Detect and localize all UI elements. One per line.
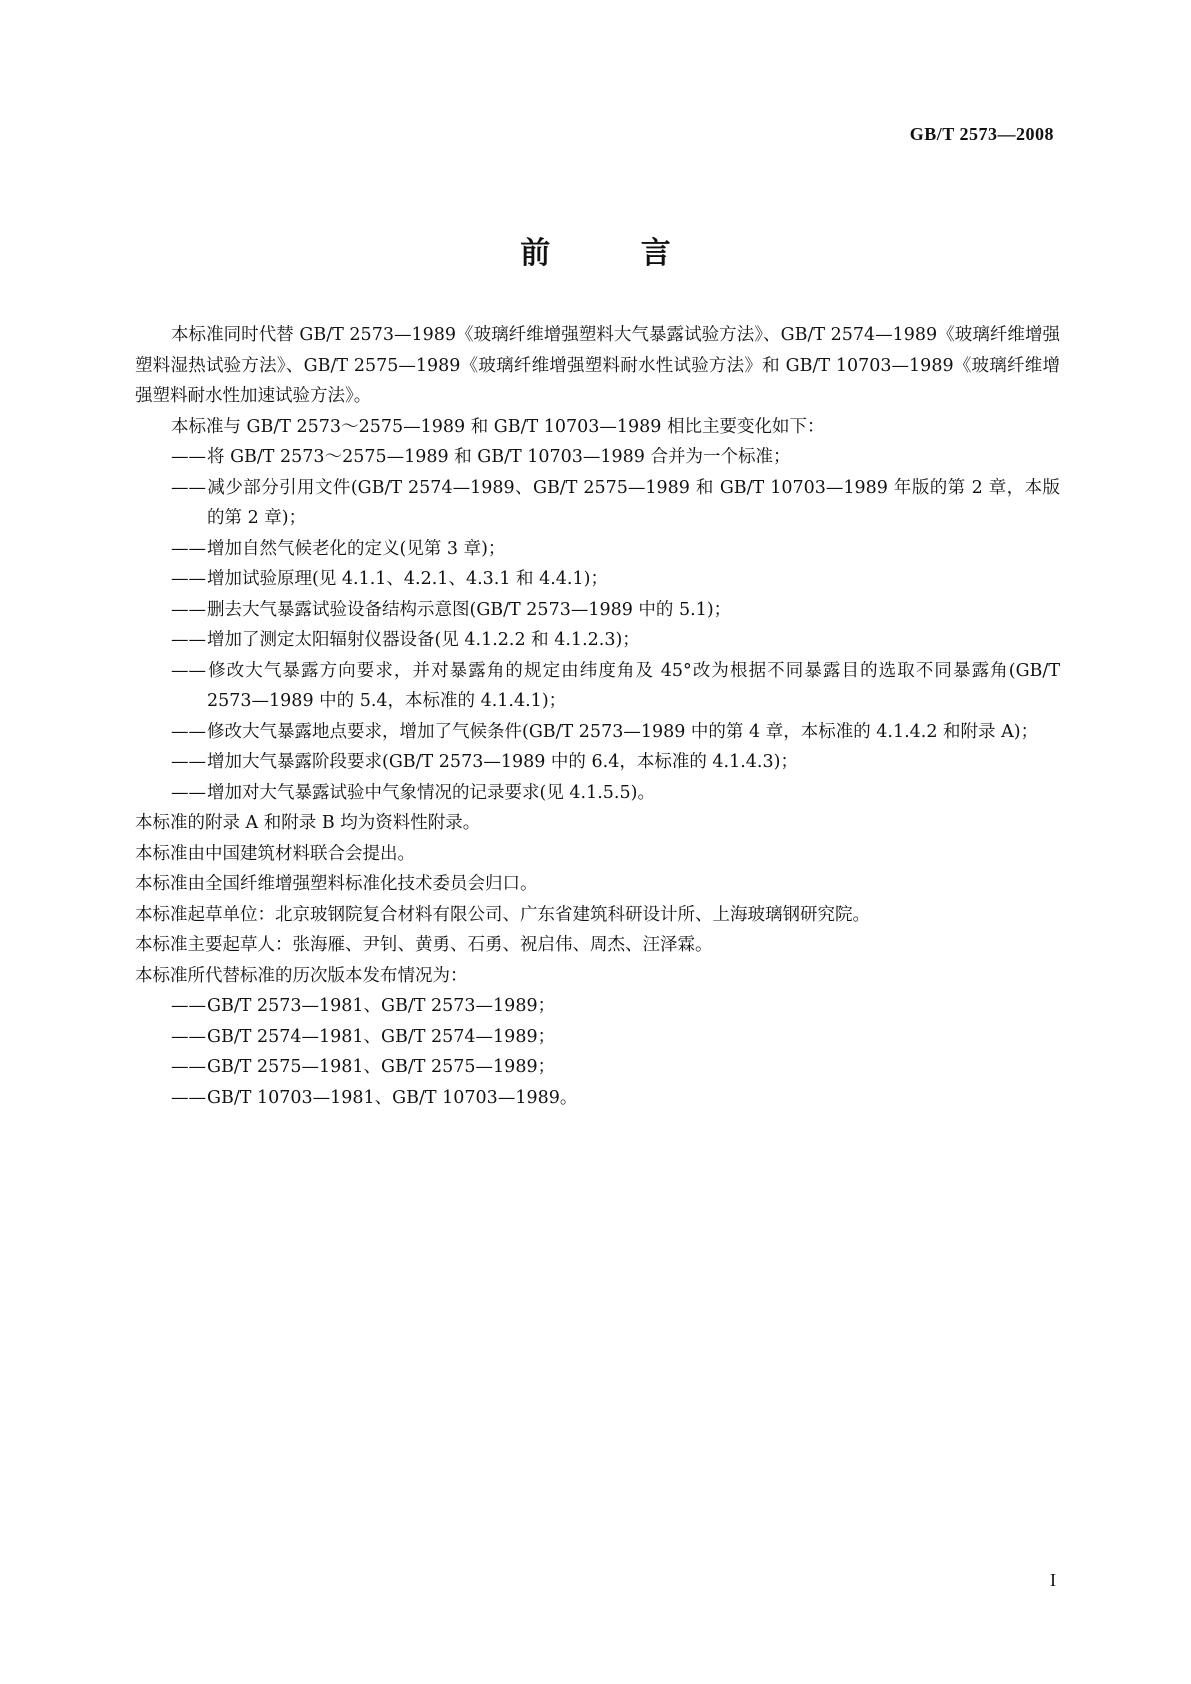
history-item bbox=[135, 1052, 1060, 1083]
dash-marker: —— bbox=[171, 1026, 206, 1047]
change-item bbox=[135, 747, 1060, 778]
change-text: 减少部分引用文件(GB/T 2574—1989、GB/T 2575—1989 和 GB/T 10703—1989 年版的第 2 章，本版的第 2 章)； bbox=[207, 477, 1060, 528]
change-item bbox=[135, 595, 1060, 626]
change-item bbox=[135, 656, 1060, 717]
change-item bbox=[135, 717, 1060, 748]
change-item bbox=[135, 625, 1060, 656]
change-item bbox=[135, 564, 1060, 595]
change-item bbox=[135, 473, 1060, 534]
dash-marker: —— bbox=[171, 752, 206, 772]
page-number: I bbox=[1050, 1570, 1056, 1590]
change-text: 删去大气暴露试验设备结构示意图(GB/T 2573—1989 中的 5.1)； bbox=[207, 599, 732, 620]
dash-marker: —— bbox=[171, 630, 206, 650]
change-text: 修改大气暴露方向要求，并对暴露角的规定由纬度角及 45°改为根据不同暴露目的选取不同暴露角(GB/T 2573—1989 中的 5.4，本标准的 4.1.4.1)； bbox=[207, 660, 1060, 711]
change-text: 增加了测定太阳辐射仪器设备(见 4.1.2.2 和 4.1.2.3)； bbox=[207, 630, 640, 650]
history-item bbox=[135, 1022, 1060, 1053]
change-item bbox=[135, 442, 1060, 473]
dash-marker: —— bbox=[171, 1087, 206, 1108]
note-paragraph: 本标准主要起草人：张海雁、尹钊、黄勇、石勇、祝启伟、周杰、汪泽霖。 bbox=[135, 935, 713, 955]
document-body bbox=[135, 320, 1060, 1113]
dash-marker: —— bbox=[171, 538, 206, 559]
dash-marker: —— bbox=[171, 1057, 206, 1077]
change-text: 增加自然气候老化的定义(见第 3 章)； bbox=[207, 538, 506, 559]
change-item bbox=[135, 534, 1060, 565]
dash-marker: —— bbox=[171, 477, 206, 498]
intro-paragraph: 本标准同时代替 GB/T 2573—1989《玻璃纤维增强塑料大气暴露试验方法》、GB/T 2574—1989《玻璃纤维增强塑料湿热试验方法》、GB/T 2575—1989《玻璃纤维增强塑料耐水性试验方法》和 GB/T 10703—1989《玻璃纤维增强塑料耐水性加速试验方法》。 bbox=[135, 325, 1060, 406]
history-text: GB/T 10703—1981、GB/T 10703—1989。 bbox=[207, 1087, 578, 1108]
change-text: 修改大气暴露地点要求，增加了气候条件(GB/T 2573—1989 中的第 4 章，本标准的 4.1.4.2 和附录 A)； bbox=[207, 721, 1039, 742]
change-item bbox=[135, 778, 1060, 809]
change-text: 增加大气暴露阶段要求(GB/T 2573—1989 中的 6.4，本标准的 4.1.4.3)； bbox=[207, 752, 798, 772]
change-text: 增加试验原理(见 4.1.1、4.2.1、4.3.1 和 4.4.1)； bbox=[207, 569, 608, 589]
dash-marker: —— bbox=[171, 721, 206, 742]
dash-marker: —— bbox=[171, 599, 206, 620]
dash-marker: —— bbox=[171, 782, 206, 803]
dash-marker: —— bbox=[171, 569, 206, 589]
history-text: GB/T 2575—1981、GB/T 2575—1989； bbox=[207, 1057, 556, 1077]
change-text: 增加对大气暴露试验中气象情况的记录要求(见 4.1.5.5)。 bbox=[207, 782, 655, 803]
history-text: GB/T 2573—1981、GB/T 2573—1989； bbox=[207, 996, 556, 1016]
standard-number: GB/T 2573—2008 bbox=[909, 124, 1054, 144]
dash-marker: —— bbox=[171, 660, 206, 681]
note-paragraph: 本标准由全国纤维增强塑料标准化技术委员会归口。 bbox=[135, 874, 538, 894]
note-paragraph: 本标准的附录 A 和附录 B 均为资料性附录。 bbox=[135, 813, 481, 833]
change-text: 将 GB/T 2573～2575—1989 和 GB/T 10703—1989 合并为一个标准； bbox=[207, 447, 791, 467]
page-title: 前 言 bbox=[520, 236, 711, 271]
history-item bbox=[135, 991, 1060, 1022]
dash-marker: —— bbox=[171, 447, 206, 467]
intro-paragraph: 本标准与 GB/T 2573～2575—1989 和 GB/T 10703—1989 相比主要变化如下： bbox=[171, 416, 825, 437]
dash-marker: —— bbox=[171, 996, 206, 1016]
note-paragraph: 本标准起草单位：北京玻钢院复合材料有限公司、广东省建筑科研设计所、上海玻璃钢研究院。 bbox=[135, 904, 870, 925]
note-paragraph: 本标准由中国建筑材料联合会提出。 bbox=[135, 843, 415, 864]
note-paragraph: 本标准所代替标准的历次版本发布情况为： bbox=[135, 965, 468, 986]
history-item bbox=[135, 1083, 1060, 1114]
history-text: GB/T 2574—1981、GB/T 2574—1989； bbox=[207, 1026, 556, 1047]
